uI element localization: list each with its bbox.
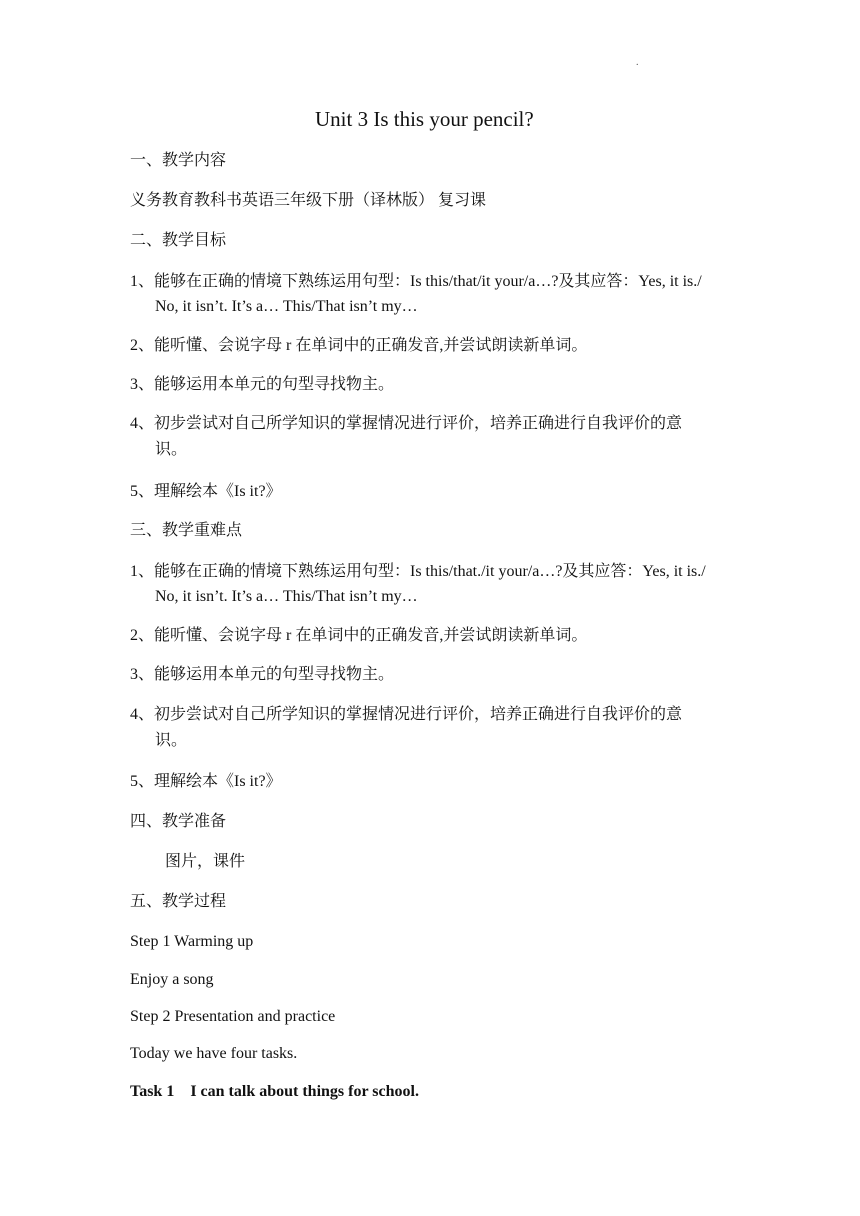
key-point-1-cont: No, it isn’t. It’s a… This/That isn’t my… [155, 588, 418, 605]
corner-mark: . [636, 57, 639, 68]
step-2-intro: Today we have four tasks. [130, 1045, 298, 1062]
task-1-heading: Task 1 I can talk about things for school. [130, 1083, 419, 1100]
objective-4: 4、初步尝试对自己所学知识的掌握情况进行评价，培养正确进行自我评价的意 [130, 415, 683, 432]
key-point-4: 4、初步尝试对自己所学知识的掌握情况进行评价，培养正确进行自我评价的意 [130, 706, 683, 723]
key-point-2: 2、能听懂、会说字母 r 在单词中的正确发音,并尝试朗读新单词。 [130, 627, 588, 644]
section-heading-content: 一、教学内容 [130, 152, 227, 169]
section-text-preparation: 图片，课件 [165, 853, 246, 870]
section-heading-preparation: 四、教学准备 [130, 813, 227, 830]
document-title: Unit 3 Is this your pencil? [315, 107, 534, 131]
key-point-3: 3、能够运用本单元的句型寻找物主。 [130, 666, 395, 683]
step-1-activity: Enjoy a song [130, 971, 214, 988]
section-heading-key-points: 三、教学重难点 [130, 522, 243, 539]
section-heading-process: 五、教学过程 [130, 893, 227, 910]
section-text-content: 义务教育教科书英语三年级下册（译林版） 复习课 [130, 192, 487, 209]
objective-1-cont: No, it isn’t. It’s a… This/That isn’t my… [155, 298, 418, 315]
section-heading-objectives: 二、教学目标 [130, 232, 227, 249]
objective-4-cont: 识。 [155, 441, 188, 458]
objective-3: 3、能够运用本单元的句型寻找物主。 [130, 376, 395, 393]
key-point-4-cont: 识。 [155, 732, 188, 749]
step-1-line: Step 1 Warming up [130, 933, 254, 950]
step-2-line: Step 2 Presentation and practice [130, 1008, 336, 1025]
objective-2: 2、能听懂、会说字母 r 在单词中的正确发音,并尝试朗读新单词。 [130, 337, 588, 354]
key-point-5: 5、理解绘本《Is it?》 [130, 773, 282, 790]
objective-5: 5、理解绘本《Is it?》 [130, 483, 282, 500]
key-point-1: 1、能够在正确的情境下熟练运用句型：Is this/that./it your/a…?及其应答：Yes, it is./ [130, 563, 706, 580]
objective-1: 1、能够在正确的情境下熟练运用句型：Is this/that/it your/a…?及其应答：Yes, it is./ [130, 273, 702, 290]
